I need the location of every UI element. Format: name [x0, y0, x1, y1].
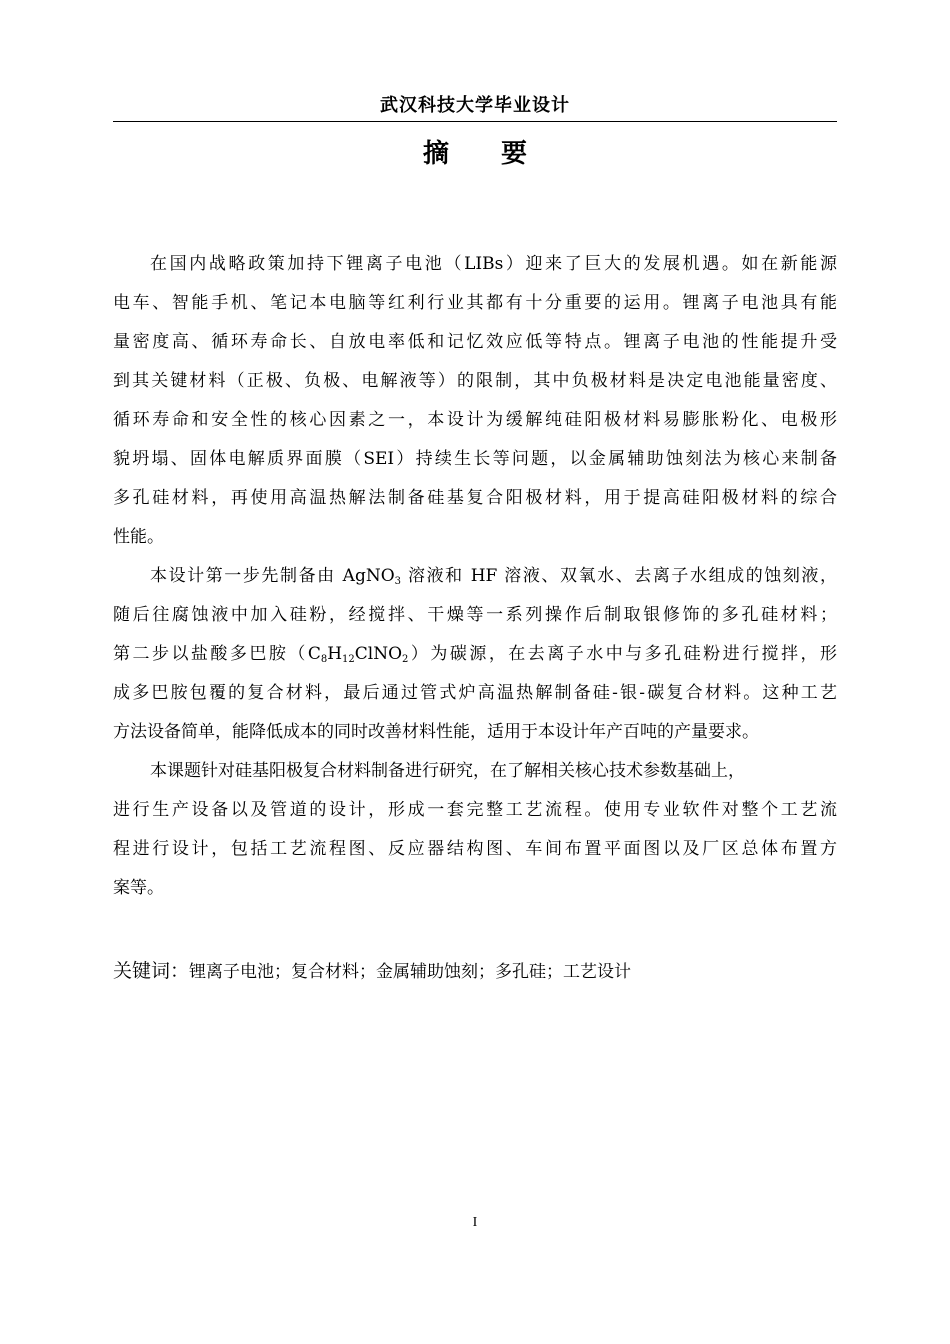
text-line: 到其关键材料（正极、负极、电解液等）的限制，其中负极材料是决定电池能量密度、: [113, 371, 837, 391]
text-line: [113, 635, 837, 674]
text-line: 案等。: [113, 878, 164, 898]
text-run: 第二步以盐酸多巴胺（C: [113, 644, 321, 664]
keywords-list: 锂离子电池；复合材料；金属辅助蚀刻；多孔硅；工艺设计: [189, 962, 632, 982]
text-line: 电车、智能手机、笔记本电脑等红利行业其都有十分重要的运用。锂离子电池具有能: [113, 293, 837, 313]
text-run: H: [327, 644, 343, 664]
abstract-paragraph-3: [113, 752, 837, 908]
subscript: 2: [402, 654, 409, 665]
text-line: 随后往腐蚀液中加入硅粉，经搅拌、干燥等一系列操作后制取银修饰的多孔硅材料；: [113, 605, 837, 625]
text-line: 成多巴胺包覆的复合材料，最后通过管式炉高温热解制备硅-银-碳复合材料。这种工艺: [113, 683, 837, 703]
text-line: 程进行设计，包括工艺流程图、反应器结构图、车间布置平面图以及厂区总体布置方: [113, 839, 837, 859]
subscript: 8: [320, 654, 328, 665]
subscript: 3: [394, 576, 402, 587]
text-line: 在国内战略政策加持下锂离子电池（LIBs）迎来了巨大的发展机遇。如在新能源: [150, 254, 837, 274]
page-header: [113, 94, 837, 118]
keywords-line: [113, 956, 837, 987]
text-run: ClNO: [354, 644, 403, 664]
text-line: 本课题针对硅基阳极复合材料制备进行研究，在了解相关核心技术参数基础上，: [150, 761, 745, 781]
text-line: 进行生产设备以及管道的设计，形成一套完整工艺流程。使用专业软件对整个工艺流: [113, 800, 837, 820]
text-run: 溶液和 HF 溶液、双氧水、去离子水组成的蚀刻液，: [401, 566, 837, 586]
text-line: 量密度高、循环寿命长、自放电率低和记忆效应低等特点。锂离子电池的性能提升受: [113, 332, 837, 352]
abstract-paragraph-1: [113, 245, 837, 557]
subscript: 12: [342, 654, 355, 665]
abstract-body: [113, 245, 837, 908]
text-run: ）为碳源，在去离子水中与多孔硅粉进行搅拌，形: [408, 644, 837, 664]
text-run: 本设计第一步先制备由 AgNO: [150, 566, 395, 586]
text-line: 性能。: [113, 527, 164, 547]
abstract-title: [113, 136, 837, 172]
abstract-title-char-2: 要: [501, 139, 528, 169]
header-university-title: 武汉科技大学毕业设计: [380, 95, 570, 116]
text-line: [113, 557, 837, 596]
abstract-paragraph-2: [113, 557, 837, 752]
abstract-title-char-1: 摘: [422, 139, 449, 169]
keywords-label: 关键词：: [113, 960, 190, 982]
text-line: 循环寿命和安全性的核心因素之一，本设计为缓解纯硅阳极材料易膨胀粉化、电极形: [113, 410, 837, 430]
text-line: 貌坍塌、固体电解质界面膜（SEI）持续生长等问题，以金属辅助蚀刻法为核心来制备: [113, 449, 837, 469]
text-line: 多孔硅材料，再使用高温热解法制备硅基复合阳极材料，用于提高硅阳极材料的综合: [113, 488, 837, 508]
text-line: 方法设备简单，能降低成本的同时改善材料性能，适用于本设计年产百吨的产量要求。: [113, 722, 759, 742]
header-divider: [113, 121, 837, 122]
page-number: I: [472, 1215, 478, 1230]
